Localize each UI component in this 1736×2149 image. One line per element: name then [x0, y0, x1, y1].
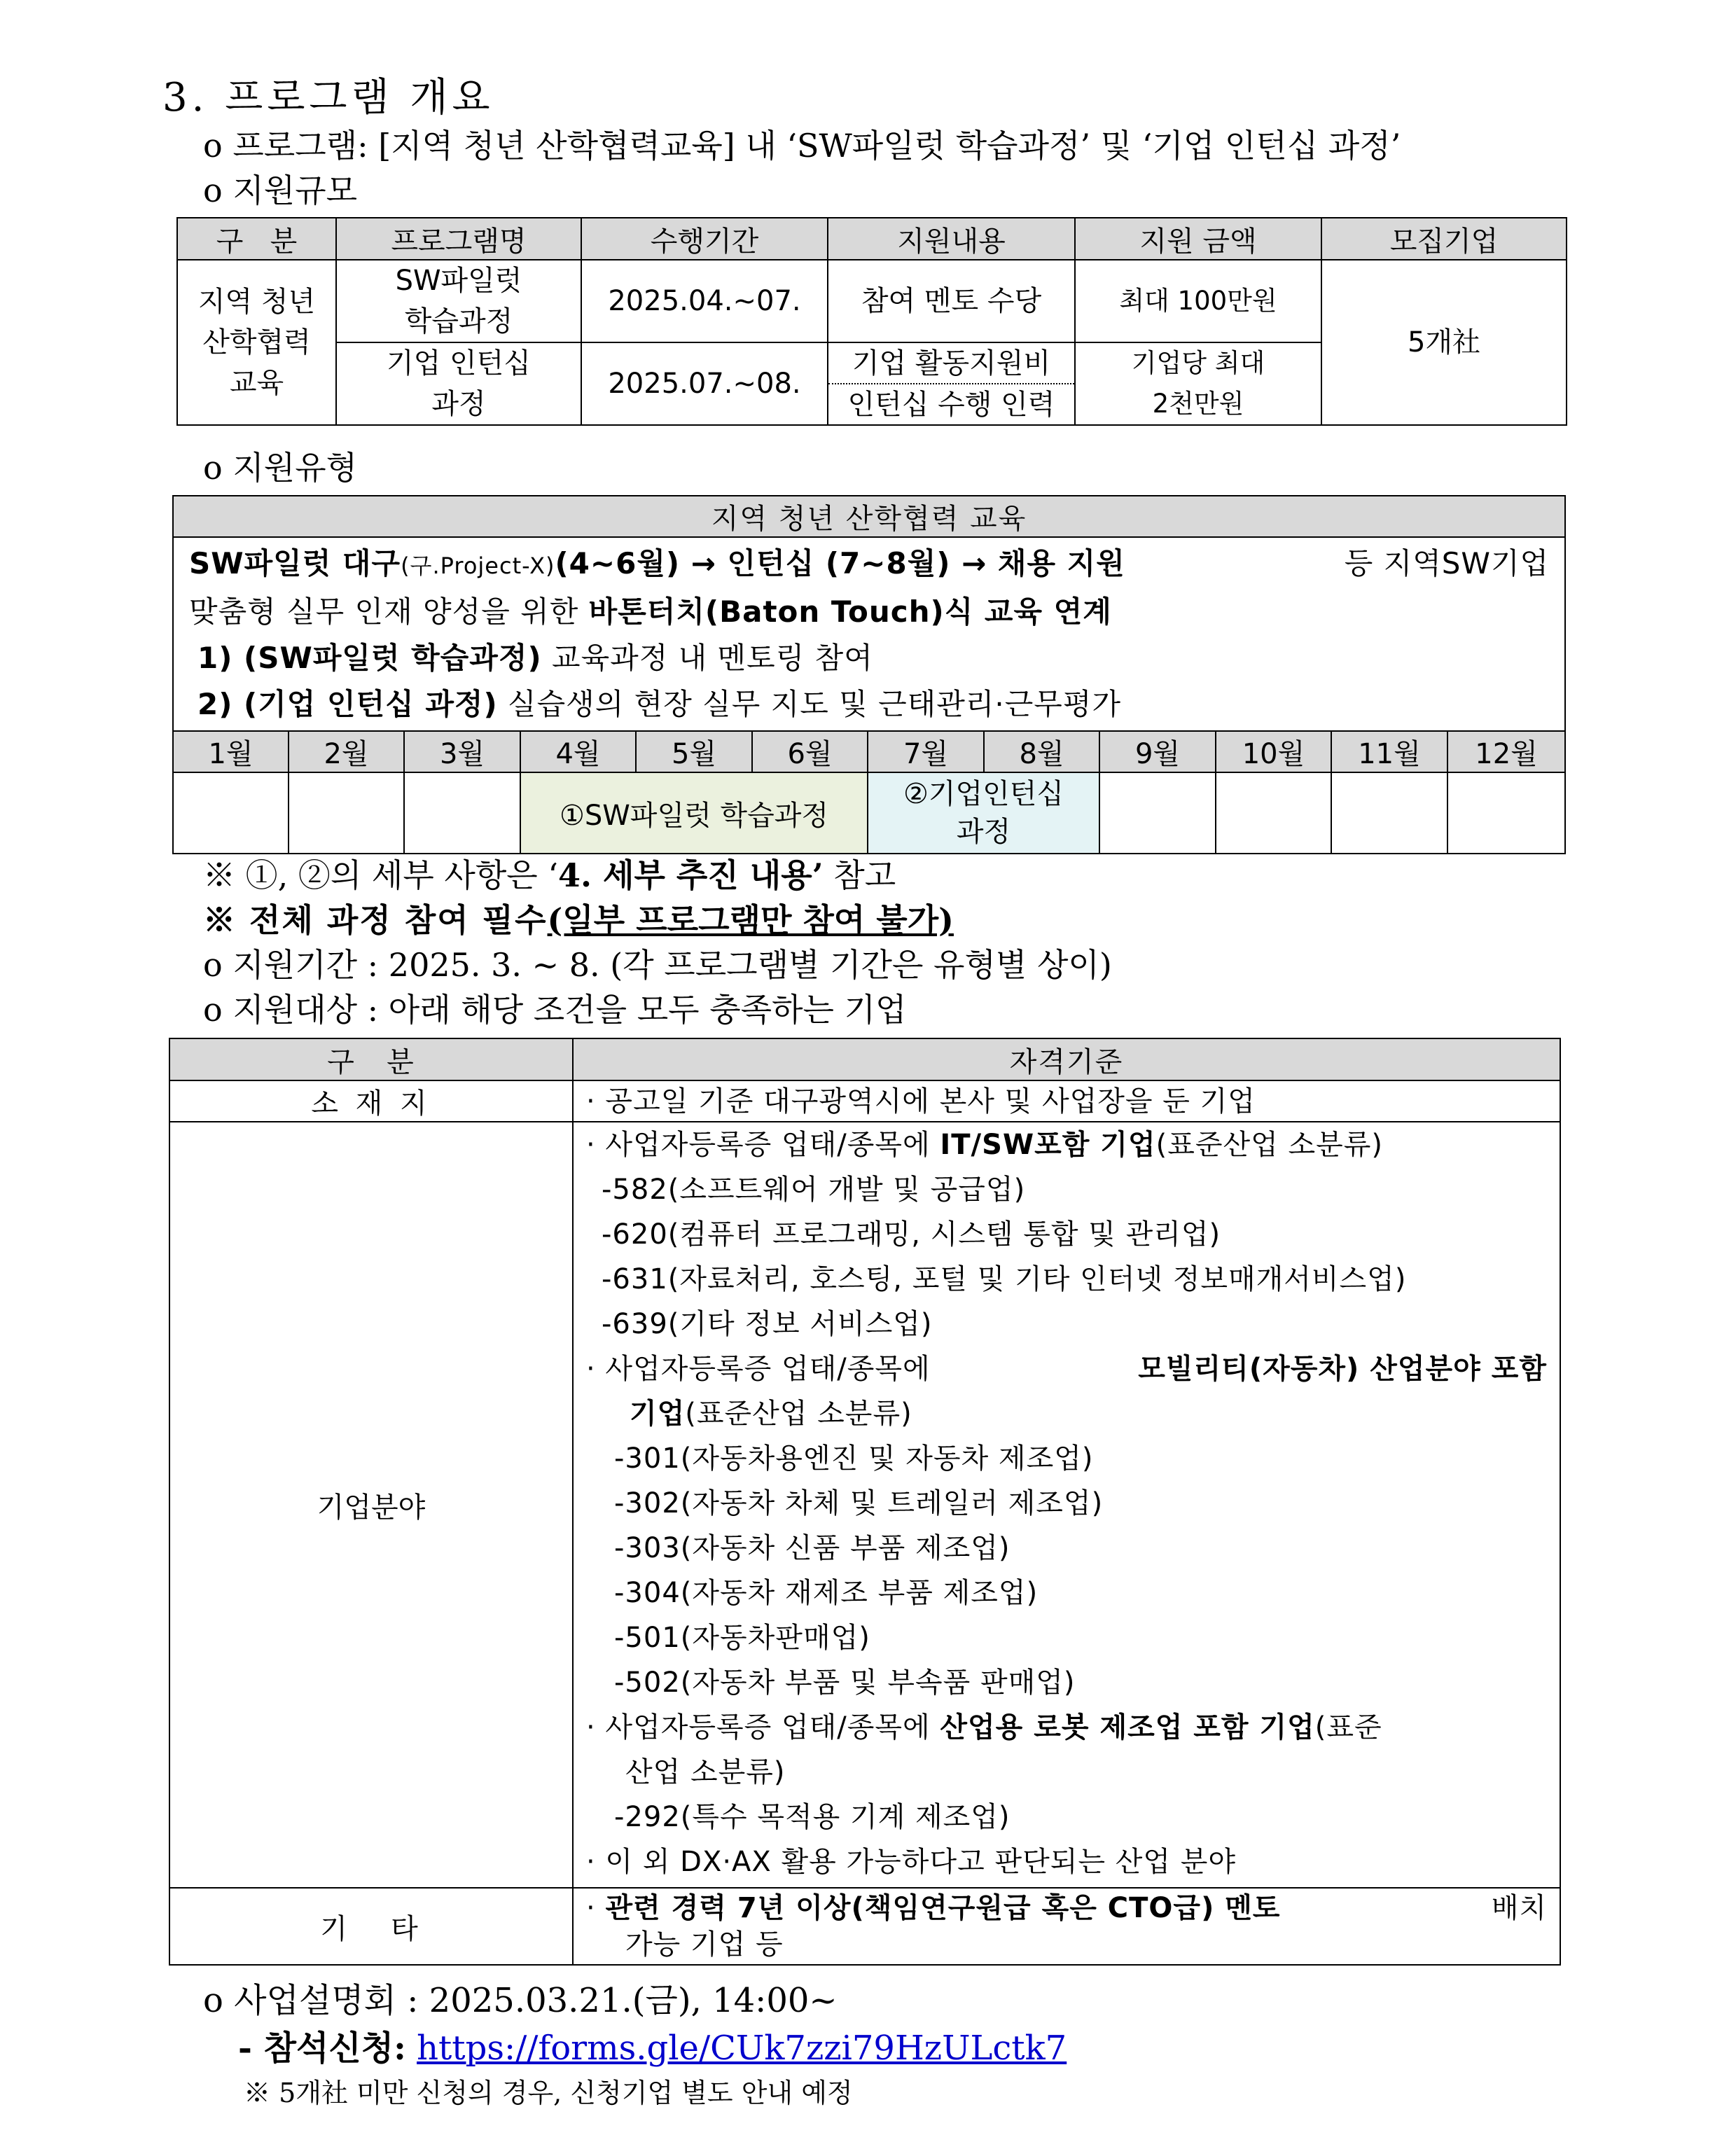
target-header-category: 구 분 [169, 1038, 573, 1080]
program-label: 프로그램: [232, 127, 368, 165]
location-row [169, 1080, 1560, 1122]
apply-label: - 참석신청: [238, 2029, 406, 2068]
apply-link[interactable]: https://forms.gle/CUk7zzi79HzULctk7 [417, 2029, 1067, 2068]
desc-line-3 [189, 635, 1549, 681]
schedule-internship [868, 772, 1099, 854]
field-criteria [573, 1122, 1560, 1888]
it-criteria [586, 1122, 1547, 1167]
month-2: 2월 [289, 731, 404, 772]
etc-b: 관련 경력 7년 이상(책임연구원급 혹은 CTO급) 멘토 [605, 1892, 1281, 1924]
bullet: o [203, 127, 223, 165]
schedule-empty [289, 772, 404, 854]
note-detail [203, 850, 896, 896]
header-contents: 지원내용 [828, 218, 1075, 260]
target-header-criteria: 자격기준 [573, 1038, 1560, 1080]
type-title: 지역 청년 산학협력 교육 [173, 496, 1565, 537]
header-program: 프로그램명 [336, 218, 581, 260]
desc-item-2-label: 2) (기업 인턴십 과정) [197, 687, 498, 721]
etc-row [169, 1888, 1560, 1965]
schedule-internship-line-2: 과정 [956, 816, 1011, 848]
contents-sw: 참여 멘토 수당 [828, 260, 1075, 342]
category-cell [177, 260, 336, 425]
header-category: 구 분 [177, 218, 336, 260]
desc-line-4 [189, 681, 1549, 728]
mobility-criteria [586, 1347, 1547, 1391]
schedule-row [173, 772, 1565, 854]
note-detail-c: 참고 [823, 856, 896, 894]
mobility-code-list [586, 1436, 1547, 1705]
note-detail-ref: 4. 세부 추진 내용’ [557, 856, 824, 894]
program-intern-line-2: 과정 [431, 388, 486, 420]
etc-a: · [586, 1892, 606, 1924]
robot-criteria-2: 산업 소분류) [625, 1756, 786, 1788]
amount-intern-line-2: 2천만원 [1152, 389, 1244, 419]
mobility-criteria-2 [586, 1391, 1547, 1436]
mob-code-303: -303(자동차 신품 부품 제조업) [614, 1532, 1011, 1564]
month-4: 4월 [520, 731, 636, 772]
desc-line-1-main [189, 541, 1125, 589]
desc-item-2-text: 실습생의 현장 실무 지도 및 근태관리·근무평가 [497, 687, 1122, 721]
scale-header-row [177, 218, 1567, 260]
it-c: (표준산업 소분류) [1155, 1129, 1383, 1161]
schedule-empty [1216, 772, 1331, 854]
location-criteria: · 공고일 기준 대구광역시에 본사 및 사업장을 둔 기업 [573, 1080, 1560, 1122]
type-description [173, 537, 1565, 731]
scale-table [176, 217, 1567, 426]
program-line [203, 120, 1401, 167]
mob-code-304: -304(자동차 재제조 부품 제조업) [614, 1577, 1039, 1609]
scale-row-sw [177, 260, 1567, 342]
category-line-1: 지역 청년 [197, 286, 316, 318]
briefing-apply [238, 2021, 1067, 2069]
it-code-620: -620(컴퓨터 프로그래밍, 시스템 통합 및 관리업) [602, 1218, 1221, 1251]
robot-criteria [586, 1705, 1547, 1750]
dx-criteria: · 이 외 DX·AX 활용 가능하다고 판단되는 산업 분야 [586, 1846, 1236, 1878]
desc-line-2 [189, 589, 1549, 635]
mob-b: 모빌리티(자동차) 산업분야 포함 [1138, 1353, 1547, 1385]
type-desc-row [173, 537, 1565, 731]
desc-former-name: (구.Project-X) [401, 552, 555, 579]
type-heading: o 지원유형 [203, 449, 358, 487]
amount-intern-line-1: 기업당 최대 [1131, 348, 1265, 378]
rob-c: (표준 [1314, 1711, 1382, 1744]
month-row [173, 731, 1565, 772]
program-sw-line-2: 학습과정 [404, 305, 513, 338]
etc-line-1-main [586, 1890, 1281, 1926]
etc-label: 기 타 [169, 1888, 573, 1965]
desc-line-1 [189, 541, 1549, 589]
period-intern: 2025.07.~08. [581, 342, 828, 425]
period-line: o 지원기간 : 2025. 3. ~ 8. (각 프로그램별 기간은 유형별 상이) [203, 946, 1112, 984]
field-label: 기업분야 [169, 1122, 573, 1888]
type-title-row [173, 496, 1565, 537]
it-code-582: -582(소프트웨어 개발 및 공급업) [602, 1174, 1026, 1206]
briefing-note: ※ 5개社 미만 신청의 경우, 신청기업 별도 안내 예정 [244, 2078, 853, 2108]
amount-sw: 최대 100만원 [1075, 260, 1321, 342]
mob-code-302: -302(자동차 차체 및 트레일러 제조업) [614, 1487, 1104, 1519]
month-12: 12월 [1447, 731, 1565, 772]
month-3: 3월 [404, 731, 520, 772]
it-b: IT/SW포함 기업 [940, 1129, 1156, 1161]
it-code-list [586, 1167, 1547, 1347]
mob-d: (표준산업 소분류) [685, 1398, 912, 1430]
section-heading: 3. 프로그램 개요 [162, 75, 494, 120]
rob-code-292: -292(특수 목적용 기계 제조업) [614, 1801, 1011, 1833]
desc-baton-touch: 바톤터치(Baton Touch)식 교육 연계 [588, 594, 1112, 629]
month-1: 1월 [173, 731, 289, 772]
program-text: [지역 청년 산학협력교육] 내 ‘SW파일럿 학습과정’ 및 ‘기업 인턴십 과정’ [378, 127, 1401, 165]
contents-intern-1: 기업 활동지원비 [828, 342, 1075, 384]
target-header-row [169, 1038, 1560, 1080]
it-code-639: -639(기타 정보 서비스업) [602, 1308, 933, 1340]
target-line: o 지원대상 : 아래 해당 조건을 모두 충족하는 기업 [203, 991, 907, 1029]
note-mandatory-a: ※ 전체 과정 참여 필수 [203, 901, 548, 939]
program-sw-line-1: SW파일럿 [395, 265, 522, 297]
month-9: 9월 [1099, 731, 1216, 772]
month-11: 11월 [1331, 731, 1447, 772]
schedule-empty [404, 772, 520, 854]
target-table [169, 1038, 1561, 1966]
type-table [172, 495, 1566, 854]
rob-b: 산업용 로봇 제조업 포함 기업 [940, 1711, 1315, 1744]
it-code-631: -631(자료처리, 호스팅, 포털 및 기타 인터넷 정보매개서비스업) [602, 1263, 1407, 1295]
desc-sw-pilot: SW파일럿 대구 [189, 546, 401, 580]
etc-line-1 [586, 1890, 1547, 1926]
desc-line-2-a: 맞춤형 실무 인재 양성을 위한 [189, 594, 589, 629]
category-line-3: 교육 [229, 367, 284, 399]
month-6: 6월 [752, 731, 868, 772]
briefing-line: o 사업설명회 : 2025.03.21.(금), 14:00~ [203, 1981, 838, 2020]
month-10: 10월 [1216, 731, 1331, 772]
amount-intern [1075, 342, 1321, 425]
desc-line-1-tail: 등 지역SW기업 [1344, 546, 1550, 580]
schedule-internship-line-1: ②기업인턴십 [903, 778, 1064, 810]
program-sw [336, 260, 581, 342]
schedule-empty [173, 772, 289, 854]
mob-code-501: -501(자동차판매업) [614, 1622, 870, 1654]
schedule-empty [1099, 772, 1216, 854]
note-mandatory-b: (일부 프로그램만 참여 불가) [547, 901, 954, 939]
mob-code-301: -301(자동차용엔진 및 자동차 제조업) [614, 1442, 1094, 1475]
desc-item-1-text: 교육과정 내 멘토링 참여 [541, 641, 873, 675]
period-sw: 2025.04.~07. [581, 260, 828, 342]
it-a: · 사업자등록증 업태/종목에 [586, 1129, 940, 1161]
desc-flow: (4~6월) → 인턴십 (7~8월) → 채용 지원 [555, 546, 1125, 580]
robot-code-list [586, 1795, 1547, 1839]
contents-intern-2: 인턴십 수행 인력 [828, 384, 1075, 425]
location-label: 소 재 지 [169, 1080, 573, 1122]
schedule-empty [1331, 772, 1447, 854]
month-7: 7월 [868, 731, 984, 772]
etc-line-2: 가능 기업 등 [625, 1928, 784, 1961]
program-intern-line-1: 기업 인턴십 [387, 347, 531, 380]
schedule-sw-pilot: ①SW파일럿 학습과정 [520, 772, 868, 854]
header-amount: 지원 금액 [1075, 218, 1321, 260]
month-8: 8월 [984, 731, 1099, 772]
note-mandatory [203, 895, 954, 941]
field-row [169, 1122, 1560, 1888]
rob-a: · 사업자등록증 업태/종목에 [586, 1711, 940, 1744]
etc-c: 배치 [1491, 1892, 1547, 1924]
scale-heading: o 지원규모 [203, 172, 358, 209]
mob-code-502: -502(자동차 부품 및 부속품 판매업) [614, 1667, 1076, 1699]
schedule-empty [1447, 772, 1565, 854]
month-5: 5월 [636, 731, 752, 772]
header-recruit: 모집기업 [1321, 218, 1567, 260]
program-intern [336, 342, 581, 425]
note-detail-a: ※ ①, ②의 세부 사항은 ‘ [203, 856, 558, 894]
recruit-cell: 5개社 [1321, 260, 1567, 425]
etc-criteria [573, 1888, 1560, 1965]
header-period: 수행기간 [581, 218, 828, 260]
mob-a: · 사업자등록증 업태/종목에 [586, 1353, 931, 1385]
desc-item-1-label: 1) (SW파일럿 학습과정) [197, 641, 542, 675]
mob-c: 기업 [630, 1398, 686, 1430]
category-line-2: 산학협력 [202, 326, 311, 359]
